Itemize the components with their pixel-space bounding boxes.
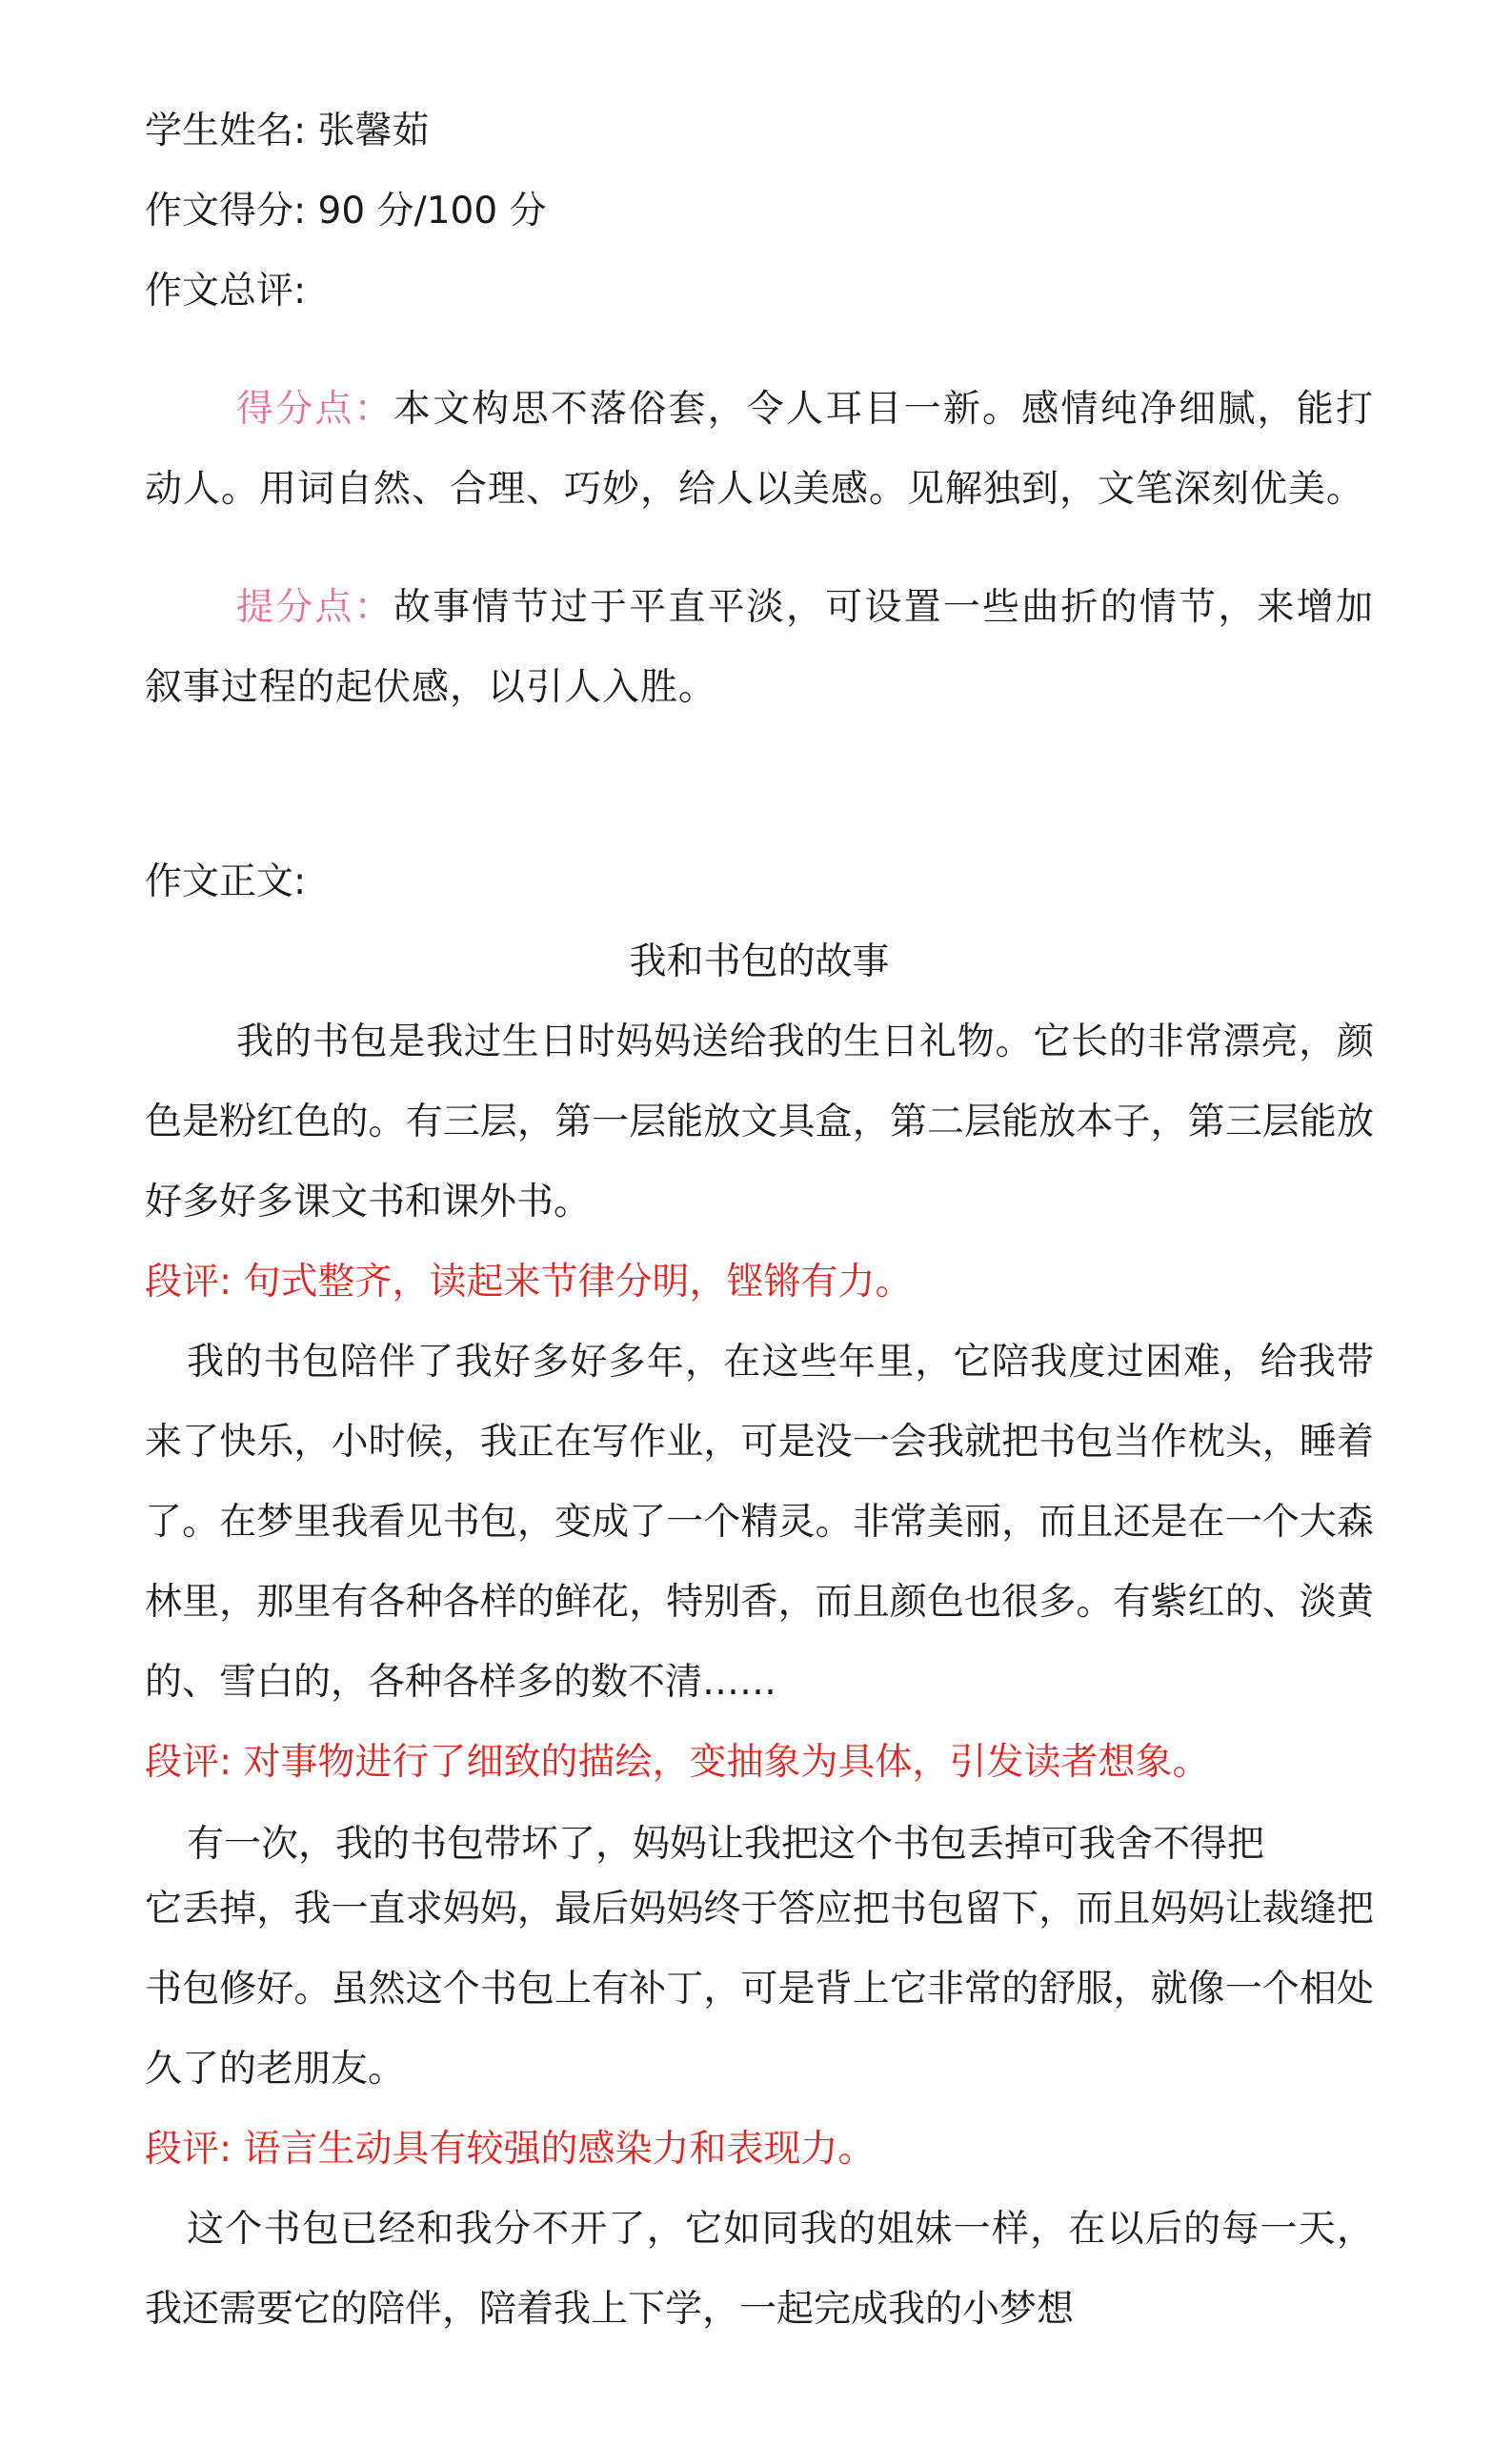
- good-points-text: 本文构思不落俗套，令人耳目一新。感情纯净细腻，能打动人。用词自然、合理、巧妙，给人以美感。见解独到，文笔深刻优美。: [145, 388, 1374, 511]
- paragraph-comment-1: 段评: 句式整齐，读起来节律分明，铿锵有力。: [145, 1261, 913, 1304]
- improve-points-label: 提分点：: [236, 586, 393, 629]
- essay-page: [145, 91, 1374, 2350]
- paragraph-comment-3: 段评: 语言生动具有较强的感染力和表现力。: [145, 2128, 876, 2171]
- essay-score: 作文得分: 90 分/100 分: [145, 190, 547, 232]
- essay-paragraph-3-first-line: 有一次，我的书包带坏了，妈妈让我把这个书包丢掉可我舍不得把: [187, 1823, 1265, 1866]
- summary-label: 作文总评:: [145, 270, 307, 313]
- essay-paragraph-3-rest: 它丢掉，我一直求妈妈，最后妈妈终于答应把书包留下，而且妈妈让裁缝把书包修好。虽然这个书包上有补丁，可是背上它非常的舒服，就像一个相处久了的老朋友。: [145, 1888, 1374, 2091]
- improve-points-text: 故事情节过于平直平淡，可设置一些曲折的情节，来增加叙事过程的起伏感，以引人入胜。: [145, 586, 1374, 709]
- essay-paragraph-4: 这个书包已经和我分不开了，它如同我的姐妹一样，在以后的每一天，我还需要它的陪伴，陪着我上下学，一起完成我的小梦想: [145, 2208, 1374, 2331]
- student-name: 学生姓名: 张馨茹: [145, 110, 430, 152]
- paragraph-comment-2: 段评: 对事物进行了细致的描绘，变抽象为具体，引发读者想象。: [145, 1741, 1210, 1784]
- good-points-label: 得分点：: [236, 388, 393, 431]
- good-points: [145, 370, 1374, 530]
- body-label: 作文正文:: [145, 860, 307, 903]
- improve-points: [145, 568, 1374, 728]
- essay-paragraph-1: 我的书包是我过生日时妈妈送给我的生日礼物。它长的非常漂亮，颜色是粉红色的。有三层，第一层能放文具盒，第二层能放本子，第三层能放好多好多课文书和课外书。: [145, 1021, 1374, 1223]
- essay-title: 我和书包的故事: [629, 940, 890, 983]
- essay-paragraph-2: 我的书包陪伴了我好多好多年，在这些年里，它陪我度过困难，给我带来了快乐，小时候，我正在写作业，可是没一会我就把书包当作枕头，睡着了。在梦里我看见书包，变成了一个精灵。非常美丽，而且还是在一个大森林里，那里有各种各样的鲜花，特别香，而且颜色也很多。有紫红的、淡黄的、雪白的，各种各样多的数不清……: [145, 1341, 1374, 1704]
